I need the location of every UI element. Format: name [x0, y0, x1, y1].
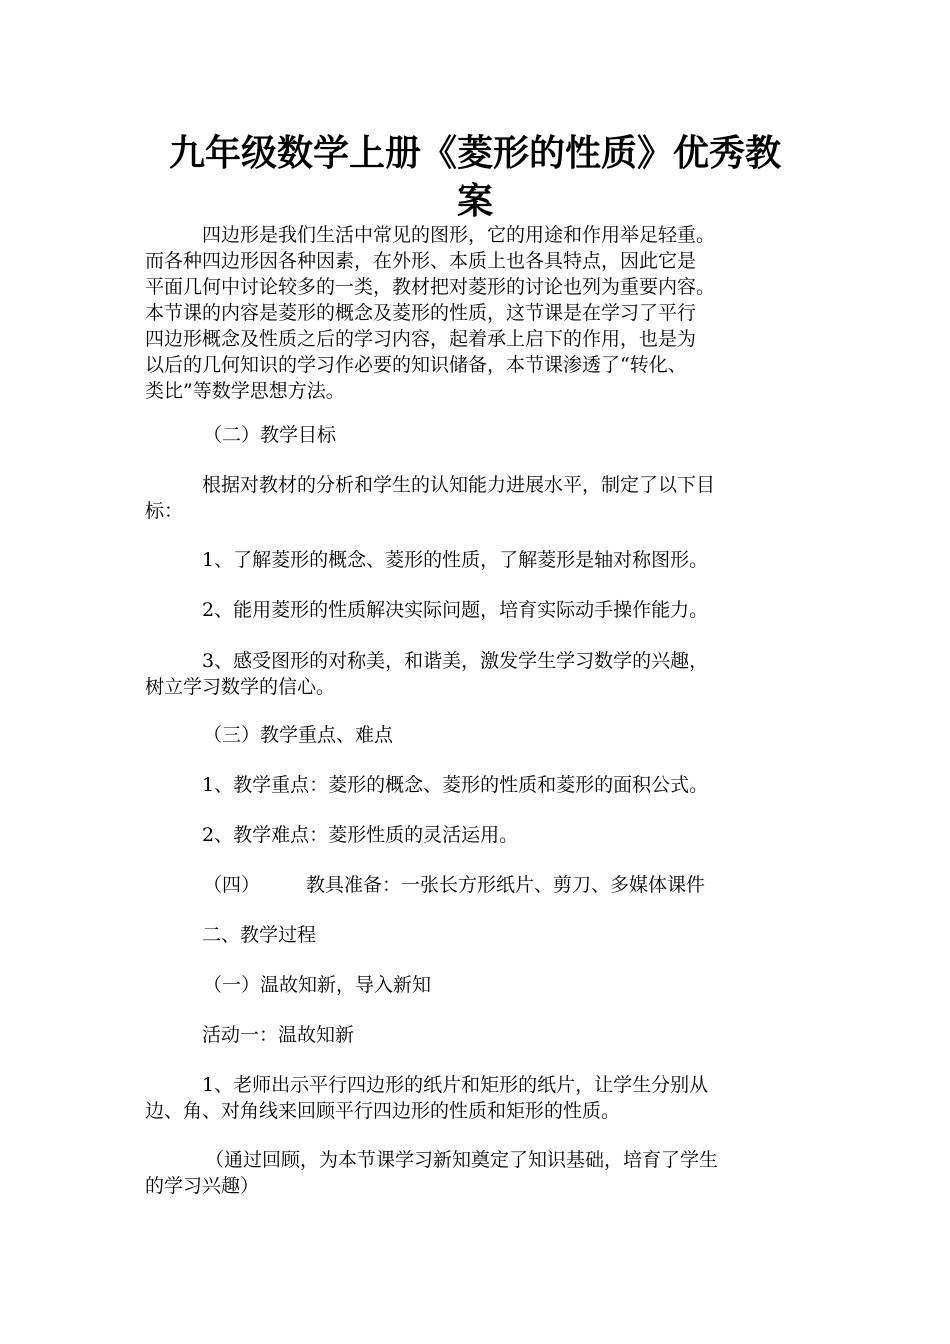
text-line: 类比”等数学思想方法。	[145, 380, 345, 402]
intro-paragraph	[145, 222, 825, 404]
text-line: （通过回顾，为本节课学习新知奠定了知识基础，培育了学生	[205, 1149, 719, 1171]
text-line: 的学习兴趣）	[145, 1175, 260, 1197]
step-1-paragraph	[145, 1072, 825, 1124]
note-paragraph	[145, 1147, 825, 1199]
key-point: 1、教学重点：菱形的概念、菱形的性质和菱形的面积公式。	[202, 774, 709, 796]
sub-heading-review: （一）温故知新，导入新知	[203, 974, 432, 996]
text-line: 标：	[145, 500, 184, 522]
text-line: 边、角、对角线来回顾平行四边形的性质和矩形的性质。	[145, 1100, 621, 1122]
section-text: 教具准备：一张长方形纸片、剪刀、多媒体课件	[306, 874, 706, 896]
text-line: 3、感受图形的对称美，和谐美，激发学生学习数学的兴趣，	[202, 650, 709, 672]
difficulty-point: 2、教学难点：菱形性质的灵活运用。	[202, 824, 519, 846]
goal-1: 1、了解菱形的概念、菱形的性质，了解菱形是轴对称图形。	[202, 549, 709, 571]
document-title-line-2: 案	[456, 181, 493, 222]
section-heading-key-points: （三）教学重点、难点	[203, 724, 394, 746]
text-line: 本节课的内容是菱形的概念及菱形的性质，这节课是在学习了平行	[145, 302, 697, 324]
part-heading-process: 二、教学过程	[202, 924, 317, 946]
goals-intro-paragraph	[145, 472, 825, 524]
activity-label: 活动一：温故知新	[202, 1024, 355, 1046]
text-line: 1、老师出示平行四边形的纸片和矩形的纸片，让学生分别从	[202, 1074, 709, 1096]
text-line: 四边形是我们生活中常见的图形，它的用途和作用举足轻重。	[202, 224, 716, 246]
section-label: （四）	[203, 874, 261, 896]
goal-2: 2、能用菱形的性质解决实际问题，培育实际动手操作能力。	[202, 599, 709, 621]
text-line: 树立学习数学的信心。	[145, 676, 336, 698]
text-line: 平面几何中讨论较多的一类，教材把对菱形的讨论也列为重要内容。	[145, 276, 716, 298]
goal-3-paragraph	[145, 648, 825, 700]
text-line: 以后的几何知识的学习作必要的知识储备，本节课渗透了“转化、	[145, 354, 687, 376]
text-line: 四边形概念及性质之后的学习内容，起着承上启下的作用，也是为	[145, 328, 697, 350]
text-line: 根据对教材的分析和学生的认知能力进展水平，制定了以下目	[202, 474, 716, 496]
document-title-line-1: 九年级数学上册《菱形的性质》优秀教	[168, 133, 781, 174]
section-teaching-aids	[203, 872, 883, 898]
section-heading-goals: （二）教学目标	[203, 424, 337, 446]
text-line: 而各种四边形因各种因素，在外形、本质上也各具特点，因此它是	[145, 250, 697, 272]
